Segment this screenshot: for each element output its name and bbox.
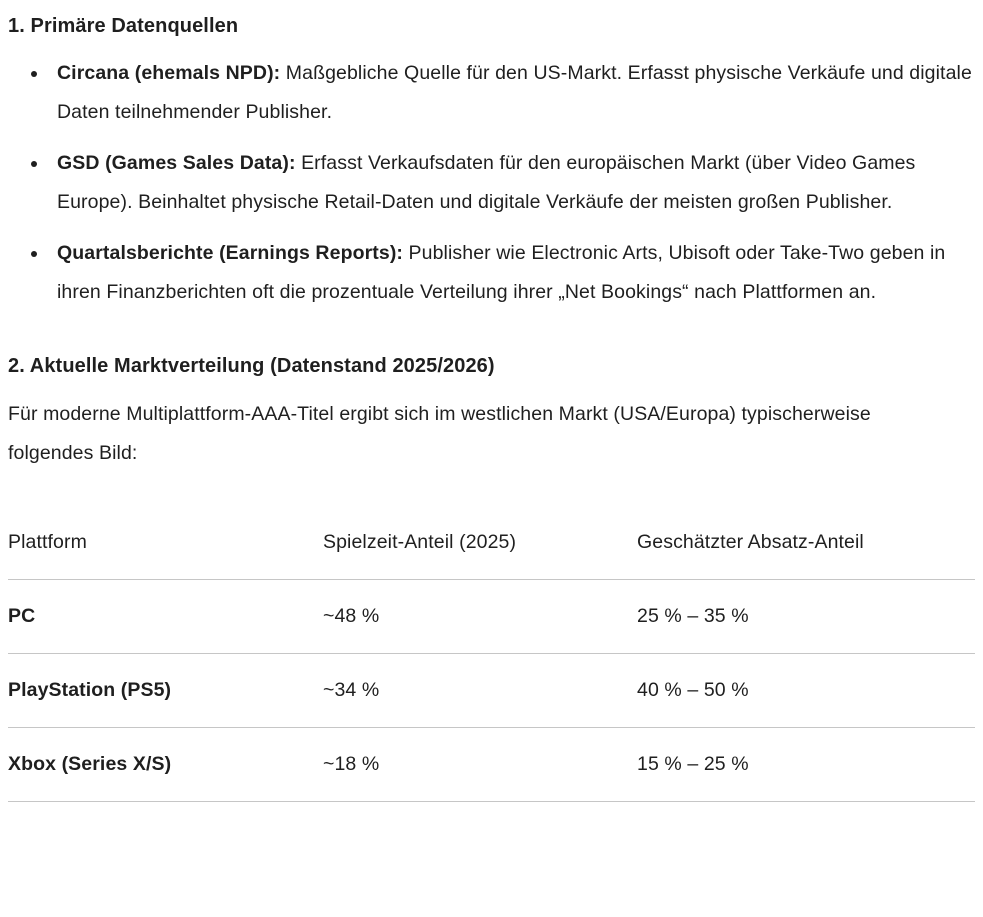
column-header-plattform: Plattform [8, 514, 323, 580]
cell-playtime: ~18 % [323, 728, 637, 802]
intro-paragraph: Für moderne Multiplattform-AAA-Titel ergibt sich im westlichen Markt (USA/Europa) typischerweise folgendes Bild: [8, 403, 871, 464]
bullet-icon [31, 161, 37, 167]
list-item-description: Maßgebliche Quelle für den US-Markt. Erfasst physische Verkäufe und digitale Daten teilnehmender Publisher. [57, 62, 972, 123]
list-item-term: Quartalsberichte (Earnings Reports): [57, 242, 404, 264]
list-item-description: Erfasst Verkaufsdaten für den europäischen Markt (über Video Games Europe). Beinhaltet physische Retail-Daten und digitale Verkäufe der meisten großen Publisher. [57, 152, 916, 213]
bullet-icon [31, 251, 37, 257]
list-item-term: GSD (Games Sales Data): [57, 152, 296, 174]
cell-playtime: ~48 % [323, 580, 637, 654]
bullet-icon [31, 71, 37, 77]
cell-sales: 25 % – 35 % [637, 580, 975, 654]
column-header-absatz-anteil: Geschätzter Absatz-Anteil [637, 514, 975, 580]
section-2-heading: 2. Aktuelle Marktverteilung (Datenstand 2025/2026) [8, 355, 495, 377]
cell-sales: 15 % – 25 % [637, 728, 975, 802]
cell-platform: PC [8, 580, 323, 654]
table-row-playstation [8, 654, 975, 728]
cell-platform: Xbox (Series X/S) [8, 728, 323, 802]
list-item-description: Publisher wie Electronic Arts, Ubisoft oder Take-Two geben in ihren Finanzberichten oft die prozentuale Verteilung ihrer „Net Bookings“ nach Plattformen an. [57, 242, 946, 303]
cell-playtime: ~34 % [323, 654, 637, 728]
list-item-circana [57, 54, 975, 132]
list-item-quartalsberichte [57, 234, 975, 312]
table-header-row [8, 514, 975, 580]
table-row-pc [8, 580, 975, 654]
list-item-term: Circana (ehemals NPD): [57, 62, 281, 84]
cell-platform: PlayStation (PS5) [8, 654, 323, 728]
data-sources-list [8, 54, 975, 312]
section-1-heading: 1. Primäre Datenquellen [8, 15, 239, 37]
table-row-xbox [8, 728, 975, 802]
list-item-gsd [57, 144, 975, 222]
cell-sales: 40 % – 50 % [637, 654, 975, 728]
column-header-spielzeit-anteil: Spielzeit-Anteil (2025) [323, 514, 637, 580]
market-share-table [8, 514, 975, 802]
